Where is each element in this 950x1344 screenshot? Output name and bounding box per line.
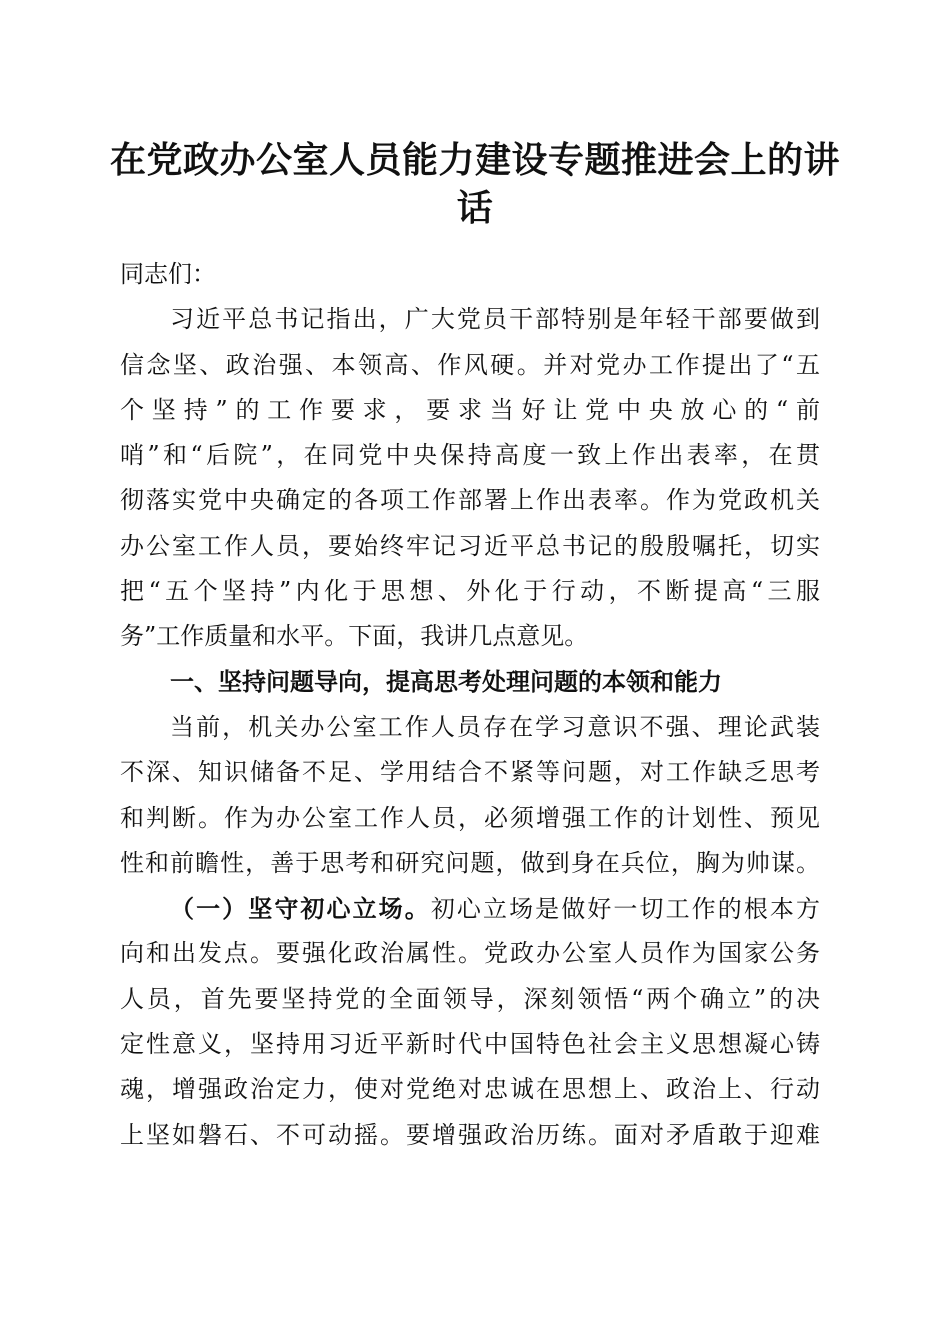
text-line: 把“五个坚持”内化于思想、外化于行动，不断提高“三服 xyxy=(120,577,820,606)
text-line: 和判断。作为办公室工作人员，必须增强工作的计划性、预见 xyxy=(120,803,820,832)
text-line: 定性意义，坚持用习近平新时代中国特色社会主义思想凝心铸 xyxy=(120,1030,820,1059)
text-line: 哨”和“后院”，在同党中央保持高度一致上作出表率，在贯 xyxy=(120,441,820,470)
document-title xyxy=(110,136,840,232)
text-line: 彻落实党中央确定的各项工作部署上作出表率。作为党政机关 xyxy=(120,486,820,515)
text-line: 魂，增强政治定力，使对党绝对忠诚在思想上、政治上、行动 xyxy=(120,1075,820,1104)
text-line: 信念坚、政治强、本领高、作风硬。并对党办工作提出了“五 xyxy=(120,350,820,379)
text-line: 个坚持”的工作要求，要求当好让党中央放心的“前 xyxy=(120,395,820,424)
title-line-2: 话 xyxy=(456,187,494,229)
text-line xyxy=(120,886,820,931)
text-line: 办公室工作人员，要始终牢记习近平总书记的殷殷嘱托，切实 xyxy=(120,531,820,560)
text-line: 性和前瞻性，善于思考和研究问题，做到身在兵位，胸为帅谋。 xyxy=(120,848,820,877)
subsection-lead: （一）坚守初心立场。 xyxy=(170,894,431,924)
text-line: 不深、知识储备不足、学用结合不紧等问题，对工作缺乏思考 xyxy=(120,758,820,787)
text-line: 务”工作质量和水平。下面，我讲几点意见。 xyxy=(120,622,589,651)
title-line-1: 在党政办公室人员能力建设专题推进会上的讲 xyxy=(110,139,841,181)
text-line: 上坚如磐石、不可动摇。要增强政治历练。面对矛盾敢于迎难 xyxy=(120,1120,820,1149)
text-line: 当前，机关办公室工作人员存在学习意识不强、理论武装 xyxy=(170,712,820,741)
paragraph-intro xyxy=(120,297,820,659)
salutation: 同志们： xyxy=(120,260,216,288)
document-body xyxy=(120,252,820,1158)
paragraph-section-1 xyxy=(120,705,820,886)
paragraph-subsection-1 xyxy=(120,886,820,1158)
section-heading-1: 一、坚持问题导向，提高思考处理问题的本领和能力 xyxy=(170,667,722,696)
text-line: 向和出发点。要强化政治属性。党政办公室人员作为国家公务 xyxy=(120,939,820,968)
text-span: 初心立场是做好一切工作的根本方 xyxy=(430,895,820,924)
text-line: 习近平总书记指出，广大党员干部特别是年轻干部要做到 xyxy=(170,305,820,334)
text-line: 人员，首先要坚持党的全面领导，深刻领悟“两个确立”的决 xyxy=(120,984,820,1013)
